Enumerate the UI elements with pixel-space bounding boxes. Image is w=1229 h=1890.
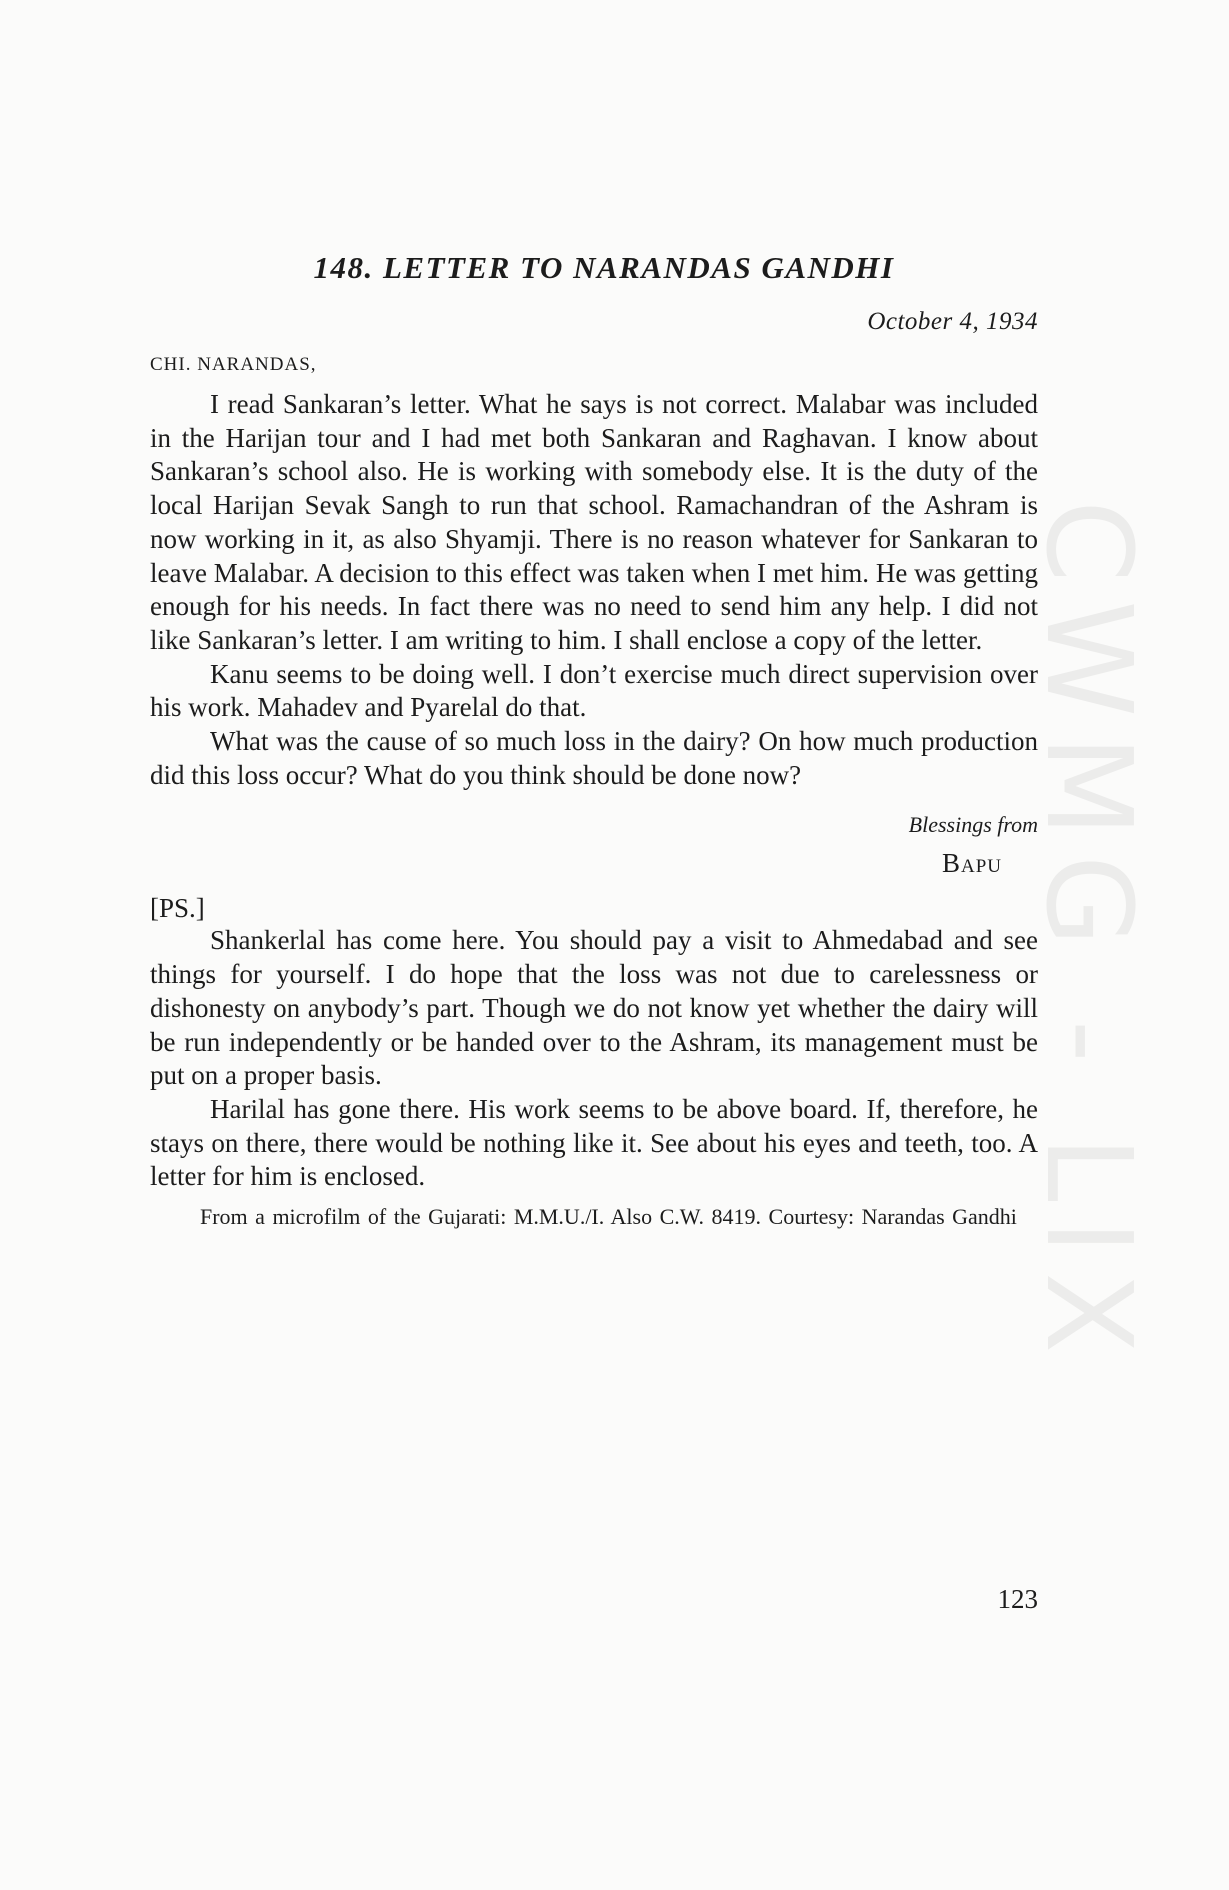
- paragraph: I read Sankaran’s letter. What he says is not correct. Malabar was included in the Harijan tour and I had met both Sankaran and Raghavan. I know about Sankaran’s school also. He is working with somebody else. It is the duty of the local Harijan Sevak Sangh to run that school. Ramachandran of the Ashram is now working in it, as also Shyamji. There is no reason whatever for Sankaran to leave Malabar. A decision to this effect was taken when I met him. He was getting enough for his needs. In fact there was no need to send him any help. I did not like Sankaran’s letter. I am writing to him. I shall enclose a copy of the letter.: [150, 389, 1038, 655]
- watermark: CWMG - LIX: [1020, 500, 1158, 1372]
- letter-date: October 4, 1934: [867, 308, 1038, 335]
- paragraph: What was the cause of so much loss in the dairy? On how much production did this loss occur? What do you think should be done now?: [150, 726, 1038, 790]
- paragraph: Kanu seems to be doing well. I don’t exercise much direct supervision over his work. Mahadev and Pyarelal do that.: [150, 658, 1038, 723]
- letter-body: [150, 388, 1038, 792]
- postscript-label: [PS.]: [150, 893, 205, 924]
- salutation: CHI. NARANDAS,: [150, 354, 317, 375]
- postscript-body: [150, 924, 1038, 1194]
- letter-title: 148. LETTER TO NARANDAS GANDHI: [313, 250, 895, 285]
- source-footnote: From a microfilm of the Gujarati: M.M.U./I. Also C.W. 8419. Courtesy: Narandas Gandhi: [200, 1204, 1017, 1230]
- page-content: [150, 250, 1038, 1233]
- page-number: 123: [997, 1584, 1038, 1614]
- closing: Blessings from: [908, 812, 1038, 838]
- paragraph: Harilal has gone there. His work seems to be above board. If, therefore, he stays on there, there would be nothing like it. See about his eyes and teeth, too. A letter for him is enclosed.: [150, 1093, 1038, 1192]
- paragraph: Shankerlal has come here. You should pay a visit to Ahmedabad and see things for yourself. I do hope that the loss was not due to carelessness or dishonesty on anybody’s part. Though we do not know yet whether the dairy will be run independently or be handed over to the Ashram, its management must be put on a proper basis.: [150, 925, 1038, 1091]
- signature: Bapu: [941, 848, 1002, 879]
